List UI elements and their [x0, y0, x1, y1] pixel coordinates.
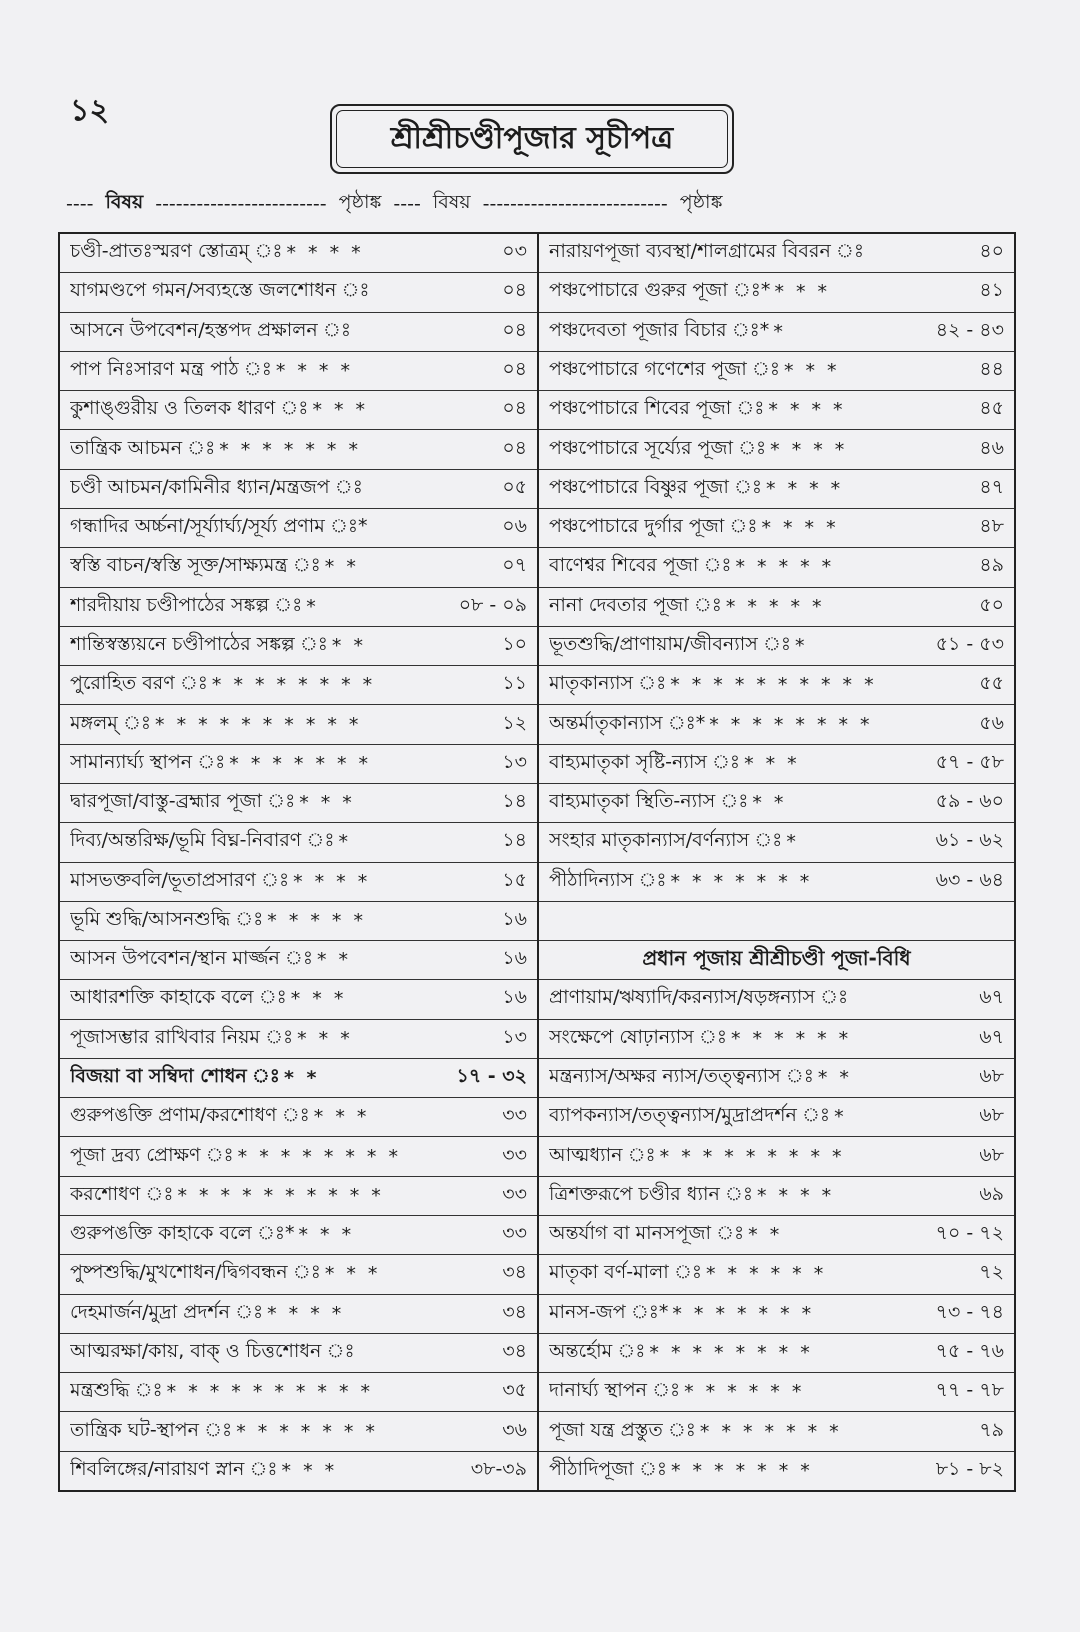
entry-title: মাসভক্তবলি/ভূতাপ্রসারণ ঃ [70, 868, 290, 891]
toc-row [60, 1216, 537, 1255]
entry-page: ৪৯ [979, 554, 1004, 577]
entry-title: যাগমণ্ডপে গমন/সব্যহস্তে জলশোধন ঃ [70, 279, 370, 302]
entry-page: ৫৭ - ৫৮ [935, 750, 1004, 773]
entry-leader: * * * * [267, 1302, 345, 1325]
entry-leader: * * * [290, 988, 347, 1011]
entry-title: সংহার মাতৃকান্যাস/বর্ণন্যাস ঃ [549, 829, 783, 852]
entry-title: পূজা যন্ত্র প্রস্তুত ঃ [549, 1418, 696, 1441]
entry-title: আত্মধ্যান ঃ [549, 1143, 656, 1166]
entry-title: দেহমার্জন/মুদ্রা প্রদর্শন ঃ [70, 1300, 264, 1323]
entry-title: শারদীয়ায় চণ্ডীপাঠের সঙ্কল্প ঃ [70, 593, 303, 616]
toc-row [539, 666, 1014, 705]
entry-title: পুষ্পশুদ্ধি/মুখশোধন/দ্বিগবন্ধন ঃ [70, 1261, 321, 1284]
column-header [66, 188, 984, 220]
entry-page: ৪৬ [979, 436, 1004, 459]
entry-leader: * * * [312, 399, 369, 422]
entry-leader: * * * * [761, 517, 839, 540]
entry-title: পুরোহিত বরণ ঃ [70, 672, 208, 695]
entry-leader: * * * * [275, 359, 353, 382]
header-page-right: পৃষ্ঠাঙ্ক [679, 191, 723, 213]
toc-row [539, 1412, 1014, 1451]
header-subject-left: বিষয় [105, 191, 144, 213]
entry-page: ৫০ [979, 593, 1004, 616]
entry-page: ৬৭ [979, 1025, 1004, 1048]
entry-leader: * [795, 634, 808, 657]
entry-page: ৫৫ [979, 672, 1004, 695]
toc-row [539, 391, 1014, 430]
entry-leader: * * * [783, 359, 840, 382]
toc-row [539, 470, 1014, 509]
entry-leader: * * * * * * * [229, 752, 372, 775]
entry-page: ১১ [502, 672, 527, 695]
entry-title: প্রাণায়াম/ঋষ্যাদি/করন্যাস/ষড়ঙ্গন্যাস ঃ [549, 986, 849, 1009]
entry-page: ৩৬ [502, 1418, 527, 1441]
toc-row [60, 470, 537, 509]
entry-leader: * * * * * * [706, 1263, 827, 1286]
entry-leader: * [786, 831, 799, 854]
toc-row [539, 980, 1014, 1019]
toc-row [60, 784, 537, 823]
entry-leader: * * * * * * * * * [659, 1145, 845, 1168]
entry-page: ০৩ [502, 240, 527, 263]
toc-row [60, 1373, 537, 1412]
toc-row [539, 509, 1014, 548]
entry-title: ব্যাপকন্যাস/তত্ত্বন্যাস/মুদ্রাপ্রদর্শন ঃ [549, 1104, 831, 1127]
entry-title: নানা দেবতার পূজা ঃ [549, 593, 722, 616]
entry-title: অন্তর্যাগ বা মানসপূজা ঃ [549, 1222, 745, 1245]
entry-page: ৬৭ [979, 986, 1004, 1009]
toc-row [60, 352, 537, 391]
toc-row [60, 391, 537, 430]
header-dash: ---- [393, 193, 421, 215]
entry-leader: * [773, 320, 786, 343]
entry-title: দানার্ঘ্য স্থাপন ঃ [549, 1379, 681, 1402]
title-frame [330, 104, 734, 174]
entry-leader: * * * * [756, 1184, 835, 1207]
header-dash: ---- [66, 193, 94, 215]
toc-row [60, 863, 537, 902]
entry-page: ৫৯ - ৬০ [935, 790, 1004, 813]
entry-title: বিজয়া বা সম্বিদা শোধন ঃ [70, 1065, 280, 1088]
entry-page: ৪০ [979, 240, 1004, 263]
entry-title: পূজা দ্রব্য প্রোক্ষণ ঃ [70, 1143, 234, 1166]
toc-row [539, 1059, 1014, 1098]
toc-row [60, 430, 537, 469]
toc-row [539, 548, 1014, 587]
entry-title: মানস-জপ ঃ* [549, 1300, 669, 1323]
entry-title: পাপ নিঃসারণ মন্ত্র পাঠ ঃ [70, 357, 272, 380]
entry-title: দিব্য/অন্তরিক্ষ/ভূমি বিঘ্ন-নিবারণ ঃ [70, 829, 335, 852]
toc-row [539, 1137, 1014, 1176]
entry-page: ১৬ [502, 947, 527, 970]
entry-page: ১৪ [502, 790, 527, 813]
toc-row [60, 1059, 537, 1098]
section-heading-text: প্রধান পূজায় শ্রীশ্রীচণ্ডী পূজা-বিধি [642, 945, 911, 970]
entry-leader: * * * * * * * * [709, 713, 873, 736]
entry-title: পঞ্চপোচারে দুর্গার পূজা ঃ [549, 515, 758, 538]
entry-page: ৭৩ - ৭৪ [935, 1300, 1004, 1323]
entry-page: ৬৮ [979, 1104, 1004, 1127]
entry-page: ৩৩ [502, 1222, 527, 1245]
entry-leader: * * * * * [735, 556, 835, 579]
entry-title: বাহ্যমাতৃকা স্থিতি-ন্যাস ঃ [549, 790, 749, 813]
toc-row [60, 1295, 537, 1334]
entry-page: ৪৫ [979, 397, 1004, 420]
toc-column-left [60, 234, 539, 1490]
toc-row [60, 548, 537, 587]
toc-row [60, 941, 537, 980]
entry-title: পঞ্চপোচারে গণেশের পূজা ঃ [549, 357, 780, 380]
toc-row [539, 1255, 1014, 1294]
entry-page: ৩৪ [502, 1340, 527, 1363]
entry-page: ৩৩ [502, 1182, 527, 1205]
entry-page: ০৫ [502, 475, 527, 498]
toc-row [539, 1177, 1014, 1216]
entry-page: ০৬ [502, 515, 527, 538]
entry-leader: * * [331, 634, 366, 657]
entry-leader: * * * * * * * [699, 1420, 842, 1443]
entry-leader: * * * * * * * * [211, 674, 376, 697]
entry-title: গুরুপঙক্তি প্রণাম/করশোধণ ঃ [70, 1104, 310, 1127]
toc-row [539, 1216, 1014, 1255]
entry-page: ৬১ - ৬২ [935, 829, 1004, 852]
entry-page: ১৫ [502, 868, 527, 891]
entry-leader: * * * * * * * * [237, 1145, 401, 1168]
entry-page: ৩৪ [502, 1261, 527, 1284]
entry-page: ৬৯ [979, 1182, 1004, 1205]
entry-title: মাতৃকা বর্ণ-মালা ঃ [549, 1261, 702, 1284]
entry-title: ত্রিশক্তরূপে চণ্ডীর ধ্যান ঃ [549, 1182, 753, 1205]
entry-page: ১০ [502, 632, 527, 655]
entry-leader: * * * [744, 752, 800, 775]
entry-leader: * * * * * * [730, 1027, 852, 1050]
toc-row [539, 1020, 1014, 1059]
toc-row [60, 627, 537, 666]
entry-title: পীঠাদিন্যাস ঃ [549, 868, 667, 891]
entry-leader: * * * [297, 1027, 353, 1050]
toc-row [60, 745, 537, 784]
toc-row [60, 705, 537, 744]
entry-page: ৩৫ [502, 1379, 527, 1402]
toc-row [60, 1412, 537, 1451]
entry-title: দ্বারপূজা/বাস্তু-ব্রহ্মার পূজা ঃ [70, 790, 296, 813]
header-subject-right: বিষয় [432, 191, 471, 213]
entry-page: ০৭ [502, 554, 527, 577]
entry-leader: * * * * [766, 477, 844, 500]
entry-page: ৭৯ [979, 1418, 1004, 1441]
entry-page: ৩৮-৩৯ [470, 1457, 527, 1480]
entry-page: ০৮ - ০৯ [458, 593, 527, 616]
toc-row [60, 902, 537, 941]
toc-row [539, 1334, 1014, 1373]
entry-page: ০৪ [502, 436, 527, 459]
entry-leader: * [338, 831, 351, 854]
entry-page: ৪২ - ৪৩ [935, 318, 1004, 341]
page-title: শ্রীশ্রীচণ্ডীপূজার সূচীপত্র [336, 110, 728, 168]
header-page-left: পৃষ্ঠাঙ্ক [338, 191, 382, 213]
entry-leader: * * * [281, 1459, 338, 1482]
toc-row [539, 784, 1014, 823]
entry-leader: * * * * * * * * * * [166, 1381, 374, 1404]
entry-title: নারায়ণপূজা ব্যবস্থা/শালগ্রামের বিবরন ঃ [549, 240, 864, 263]
entry-title: পঞ্চপোচারে সূর্য্যের পূজা ঃ [549, 436, 767, 459]
entry-title: অন্তর্মাতৃকান্যাস ঃ* [549, 711, 706, 734]
entry-title: চণ্ডী-প্রাতঃস্মরণ স্তোত্রম্ ঃ [70, 240, 283, 263]
entry-title: পঞ্চদেবতা পূজার বিচার ঃ* [549, 318, 770, 341]
toc-row [60, 1020, 537, 1059]
entry-leader: * * * * * * * [671, 1459, 813, 1482]
entry-page: ৭০ - ৭২ [935, 1222, 1004, 1245]
toc-row [539, 823, 1014, 862]
entry-page: ০৪ [502, 397, 527, 420]
toc-row [60, 234, 537, 273]
entry-title: মাতৃকান্যাস ঃ [549, 672, 667, 695]
entry-page: ০৪ [502, 279, 527, 302]
entry-page: ৩৩ [502, 1104, 527, 1127]
toc-row [539, 1295, 1014, 1334]
entry-page: ১২ [502, 711, 527, 734]
page-number: ১২ [70, 93, 109, 128]
toc-row [539, 1098, 1014, 1137]
entry-title: সংক্ষেপে ষোঢ়ান্যাস ঃ [549, 1025, 727, 1048]
entry-leader: * * * * * * * * [649, 1342, 813, 1365]
entry-title: পঞ্চপোচারে শিবের পূজা ঃ [549, 397, 765, 420]
entry-page: ৪৭ [979, 475, 1004, 498]
entry-leader: * * * [298, 1224, 355, 1247]
entry-page: ৫৬ [979, 711, 1004, 734]
entry-page: ১৩ [502, 1025, 527, 1048]
entry-title: আসন উপবেশন/স্থান মার্জ্জন ঃ [70, 947, 313, 970]
entry-title: বাণেশ্বর শিবের পূজা ঃ [549, 554, 732, 577]
entry-title: শান্তিস্বস্ত্যয়নে চণ্ডীপাঠের সঙ্কল্প ঃ [70, 632, 328, 655]
entry-leader: * * [817, 1067, 852, 1090]
toc-row [60, 1137, 537, 1176]
entry-title: তান্ত্রিক আচমন ঃ [70, 436, 216, 459]
entry-leader: * * * * [770, 438, 848, 461]
entry-page: ৭৭ - ৭৮ [935, 1379, 1004, 1402]
entry-leader: * * [748, 1224, 783, 1247]
entry-leader: * * [324, 556, 359, 579]
toc-row [539, 273, 1014, 312]
entry-title: শিবলিঙ্গের/নারায়ণ স্নান ঃ [70, 1457, 278, 1480]
entry-title: চণ্ডী আচমন/কামিনীর ধ্যান/মন্ত্রজপ ঃ [70, 475, 363, 498]
entry-title: পঞ্চপোচারে গুরুর পূজা ঃ* [549, 279, 771, 302]
entry-title: মঙ্গলম্ ঃ [70, 711, 152, 734]
entry-page: ৪৮ [979, 515, 1004, 538]
entry-title: অন্তর্হোম ঃ [549, 1340, 646, 1363]
header-dash: --------------------------- [482, 193, 668, 215]
entry-leader: * * [752, 792, 787, 815]
entry-title: কুশাঙ্গুরীয় ও তিলক ধারণ ঃ [70, 397, 309, 420]
entry-page: ৫১ - ৫৩ [935, 632, 1004, 655]
toc-row [539, 234, 1014, 273]
entry-title: আসনে উপবেশন/হস্তপদ প্রক্ষালন ঃ [70, 318, 351, 341]
entry-page: ৬৮ [979, 1065, 1004, 1088]
toc-row [60, 273, 537, 312]
entry-page: ৬৮ [979, 1143, 1004, 1166]
toc-row [60, 1177, 537, 1216]
toc-row [60, 1255, 537, 1294]
entry-page: ১৬ [502, 986, 527, 1009]
toc-row [539, 1373, 1014, 1412]
entry-title: আধারশক্তি কাহাকে বলে ঃ [70, 986, 287, 1009]
entry-title: স্বস্তি বাচন/স্বস্তি সূক্ত/সাক্ষ্যমন্ত্র ঃ [70, 554, 321, 577]
toc-row [60, 1334, 537, 1373]
entry-page: ৩৩ [502, 1143, 527, 1166]
toc-row [60, 1452, 537, 1490]
entry-title: ভূতশুদ্ধি/প্রাণায়াম/জীবন্যাস ঃ [549, 632, 791, 655]
toc-row [539, 430, 1014, 469]
toc-row [60, 666, 537, 705]
entry-leader: * * * [774, 281, 831, 304]
entry-leader: * * [316, 949, 352, 972]
entry-leader: * * * * * * * [236, 1420, 378, 1443]
entry-page: ০৪ [502, 318, 527, 341]
entry-title: পীঠাদিপূজা ঃ [549, 1457, 668, 1480]
entry-leader: * * * * * * * * * * [670, 674, 877, 697]
toc-row [539, 627, 1014, 666]
toc-row [539, 745, 1014, 784]
entry-page: ০৪ [502, 357, 527, 380]
entry-title: পঞ্চপোচারে বিষ্ণুর পূজা ঃ [549, 475, 763, 498]
entry-title: মন্ত্রশুদ্ধি ঃ [70, 1379, 163, 1402]
entry-title: আত্মরক্ষা/কায়, বাক্ ও চিত্তশোধন ঃ [70, 1340, 355, 1363]
entry-page: ৪৪ [979, 357, 1004, 380]
entry-page: ৬৩ - ৬৪ [935, 868, 1004, 891]
entry-title: সামান্যার্ঘ্য স্থাপন ঃ [70, 750, 226, 773]
entry-page: ১৩ [502, 750, 527, 773]
entry-leader: * * * * * * [684, 1381, 805, 1404]
entry-page: ১৬ [502, 907, 527, 930]
entry-page: ৩৪ [502, 1300, 527, 1323]
toc-row [60, 509, 537, 548]
entry-leader: * * * * * * * [672, 1302, 815, 1325]
toc-row [539, 352, 1014, 391]
entry-leader: * * * * [286, 242, 364, 265]
entry-page: ৮১ - ৮২ [935, 1457, 1004, 1480]
toc-row [539, 313, 1014, 352]
entry-title: গুরুপঙক্তি কাহাকে বলে ঃ* [70, 1222, 295, 1245]
entry-leader: * [306, 595, 319, 618]
entry-title: করশোধণ ঃ [70, 1182, 174, 1205]
entry-leader: * * * * * * * [670, 870, 813, 893]
entry-title: বাহ্যমাতৃকা সৃষ্টি-ন্যাস ঃ [549, 750, 741, 773]
entry-title: পূজাসম্ভার রাখিবার নিয়ম ঃ [70, 1025, 294, 1048]
toc-row [60, 980, 537, 1019]
toc-table [58, 232, 1016, 1492]
entry-page: ১৪ [502, 829, 527, 852]
entry-leader: * * [283, 1067, 320, 1090]
entry-title: ভূমি শুদ্ধি/আসনশুদ্ধি ঃ [70, 907, 264, 930]
toc-column-right [539, 234, 1014, 1490]
toc-row [539, 705, 1014, 744]
entry-page: ৪১ [979, 279, 1004, 302]
entry-leader: * * * [299, 792, 355, 815]
entry-title: তান্ত্রিক ঘট-স্থাপন ঃ [70, 1418, 233, 1441]
toc-row [539, 588, 1014, 627]
section-heading [539, 941, 1014, 980]
entry-leader: * * * * * * * * * * [155, 713, 362, 736]
entry-leader: * * * * * * * * * * [177, 1184, 384, 1207]
entry-title: মন্ত্রন্যাস/অক্ষর ন্যাস/তত্ত্বন্যাস ঃ [549, 1065, 814, 1088]
header-dash: ------------------------- [155, 193, 327, 215]
toc-row [60, 588, 537, 627]
toc-row [539, 902, 1014, 941]
entry-leader: * * * [324, 1263, 381, 1286]
toc-row [539, 863, 1014, 902]
entry-leader: * * * [313, 1106, 370, 1129]
entry-page: ৭২ [979, 1261, 1004, 1284]
toc-row [539, 1452, 1014, 1490]
entry-leader: * * * * [768, 399, 846, 422]
toc-row [60, 1098, 537, 1137]
toc-row [60, 823, 537, 862]
entry-leader: * * * * [293, 870, 371, 893]
entry-title: গন্ধাদির অর্চ্চনা/সূর্য্যার্ঘ্য/সূর্য্য প্রণাম ঃ* [70, 515, 368, 538]
entry-leader: * * * * * [725, 595, 825, 618]
entry-leader: * [834, 1106, 847, 1129]
entry-leader: * * * * * * * [219, 438, 361, 461]
entry-page: ১৭ - ৩২ [456, 1065, 527, 1088]
toc-row [60, 313, 537, 352]
entry-page: ৭৫ - ৭৬ [935, 1340, 1004, 1363]
entry-leader: * * * * * [267, 909, 366, 932]
